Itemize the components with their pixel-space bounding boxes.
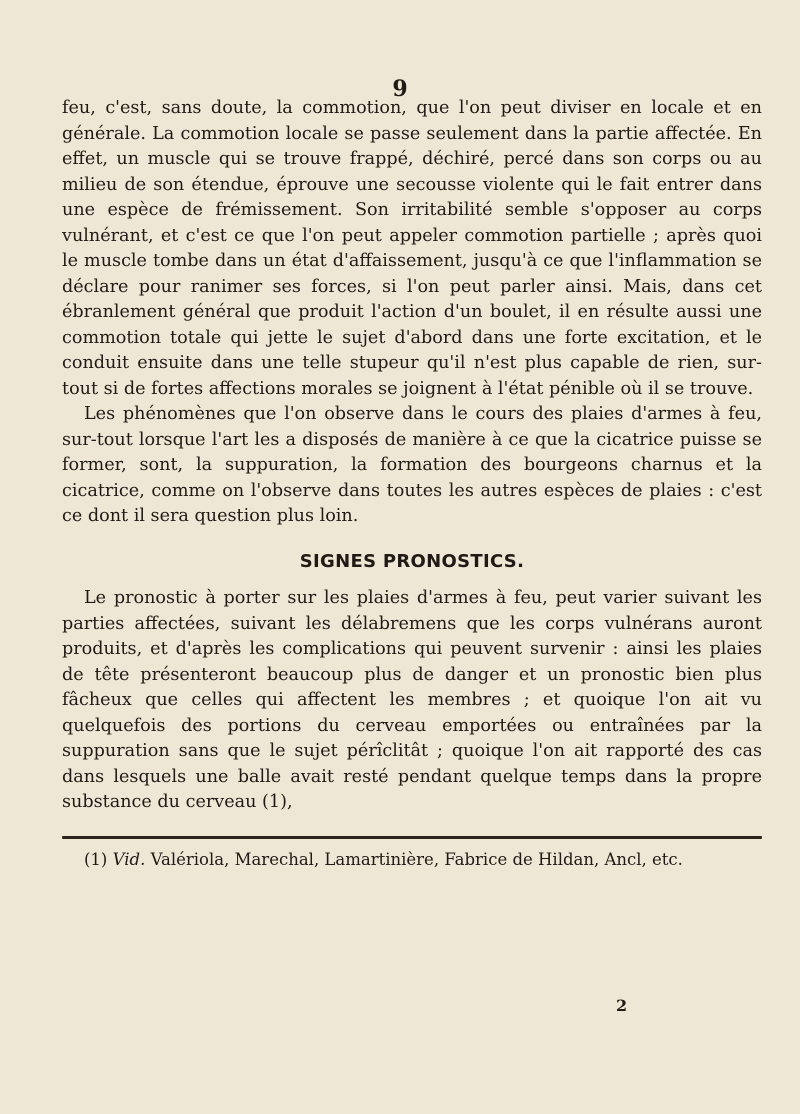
footnote-marker: (1) bbox=[84, 849, 108, 869]
footnote-text: Valériola, Marechal, Lamartinière, Fabrice de Hildan, Ancl, etc. bbox=[150, 849, 683, 869]
footnote bbox=[62, 847, 762, 872]
paragraph-2: Les phénomènes que l'on observe dans le cours des plaies d'armes à feu, sur-tout lorsque l'art les a disposés de manière à ce que la cicatrice puisse se former, sont, la suppuration, la formation des bourgeons charnus et la cicatrice, comme on l'observe dans toutes les autres espèces de plaies : c'est ce dont il sera question plus loin. bbox=[62, 404, 762, 526]
signature-mark: 2 bbox=[616, 996, 628, 1015]
section-heading: SIGNES PRONOSTICS. bbox=[299, 550, 525, 572]
paragraph-3: Le pronostic à porter sur les plaies d'armes à feu, peut varier suivant les parties affectées, suivant les délabremens que les corps vulnérans auront produits, et d'après les complications qui peuvent survenir : ainsi les plaies de tête présenteront beaucoup plus de danger et un pronostic bien plus fâcheux que celles qui affectent les membres ; et quoique l'on ait vu quelquefois des portions du cerveau emportées ou entraînées par la suppuration sans que le sujet pérîclitât ; quoique l'on ait rapporté des cas dans lesquels une balle avait resté pendant quelque temps dans la propre substance du cerveau (1), bbox=[62, 588, 762, 812]
paragraph-1: feu, c'est, sans doute, la commotion, que l'on peut diviser en locale et en générale. La commotion locale se passe seulement dans la partie affectée. En effet, un muscle qui se trouve frappé, déchiré, percé dans son corps ou au milieu de son étendue, éprouve une secousse violente qui le fait entrer dans une espèce de frémissement. Son irritabilité semble s'opposer au corps vulnérant, et c'est ce que l'on peut appeler commotion partielle ; après quoi le muscle tombe dans un état d'affaissement, jusqu'à ce que l'inflammation se déclare pour ranimer ses forces, si l'on peut parler ainsi. Mais, dans cet ébranlement général que produit l'action d'un boulet, il en résulte aussi une commotion totale qui jette le sujet d'abord dans une forte excitation, et le conduit ensuite dans une telle stupeur qu'il n'est plus capable de rien, sur-tout si de fortes affections morales se joignent à l'état pénible où il se trouve. bbox=[62, 98, 762, 399]
body-text bbox=[62, 96, 762, 872]
footnote-divider bbox=[62, 836, 762, 839]
page-number: 9 bbox=[392, 76, 408, 102]
footnote-abbr: Vid. bbox=[112, 849, 146, 869]
